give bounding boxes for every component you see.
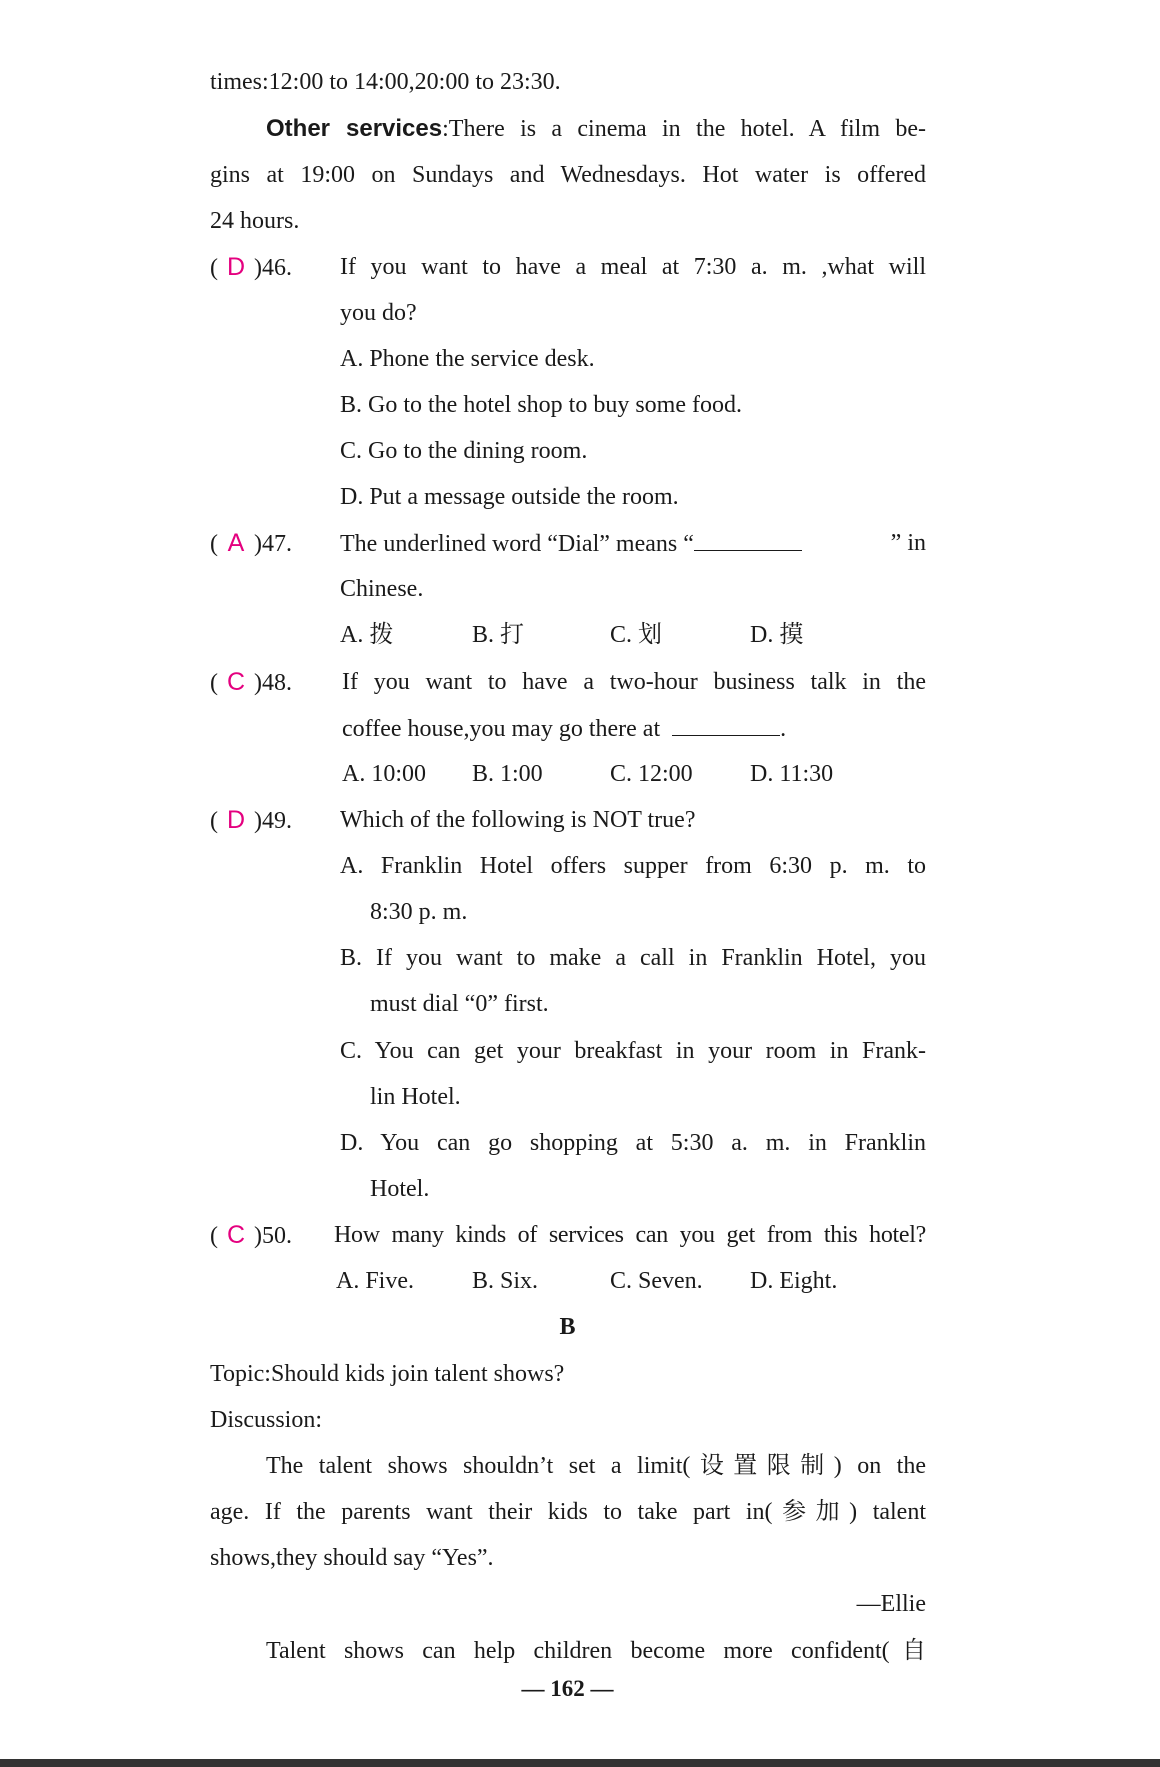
bottom-border [0,1759,1160,1767]
question-number: 47. [262,531,292,557]
paragraph-1-line2: age. If the parents want their kids to take part in(参加) talent [210,1499,926,1525]
other-services-text1: :There is a cinema in the hotel. A film be- [442,116,926,142]
question-50: ( C )50. [210,1221,292,1249]
question-49-stem: Which of the following is NOT true? [340,807,696,833]
option-50-c: C. Seven. [610,1268,703,1294]
other-services-line2: gins at 19:00 on Sundays and Wednesdays. Hot water is offered [210,162,926,188]
question-46: ( D )46. [210,253,292,281]
option-48-c: C. 12:00 [610,761,693,787]
question-46-stem-line1: If you want to have a meal at 7:30 a. m. ,what will [340,254,926,280]
answer-blank [672,713,780,736]
option-49-c-line1: C. You can get your breakfast in your room in Frank- [340,1038,926,1064]
question-number: 49. [262,808,292,834]
option-49-a-line2: 8:30 p. m. [370,899,468,925]
option-46-c: C. Go to the dining room. [340,438,588,464]
answer-46: D [226,253,246,281]
question-47-stem-line1 [340,528,926,559]
signature: —Ellie [856,1591,926,1617]
option-49-a-line1: A. Franklin Hotel offers supper from 6:30 p. m. to [340,853,926,879]
page-number: — 162 — [521,1676,614,1701]
topic-line: Topic:Should kids join talent shows? [210,1361,565,1387]
question-48-stem-end: . [780,716,787,742]
option-48-b: B. 1:00 [472,761,543,787]
paragraph-1-line1: The talent shows shouldn’t set a limit(设置限制) on the [266,1453,926,1479]
times-line: times:12:00 to 14:00,20:00 to 23:30. [210,69,561,95]
discussion-label: Discussion: [210,1407,323,1433]
other-services-line1 [266,114,926,144]
question-number: 48. [262,670,292,696]
paragraph-2-line1: Talent shows can help children become more confident(自 [266,1638,926,1664]
option-49-c-line2: lin Hotel. [370,1084,461,1110]
question-50-stem: How many kinds of services can you get from this hotel? [334,1222,926,1248]
question-48: ( C )48. [210,668,292,696]
option-48-a: A. 10:00 [342,761,426,787]
question-48-stem-line1: If you want to have a two-hour business talk in the [342,669,926,695]
option-50-b: B. Six. [472,1268,539,1294]
option-47-a: A. 拨 [340,622,394,648]
question-47-stem-text: The underlined word “Dial” means “ [340,531,694,557]
option-46-b: B. Go to the hotel shop to buy some food. [340,392,742,418]
question-47: ( A )47. [210,529,292,557]
other-services-label: Other services [266,115,443,142]
answer-blank [694,528,802,551]
question-48-stem-line2 [342,713,786,744]
paragraph-1-line3: shows,they should say “Yes”. [210,1545,494,1571]
answer-50: C [226,1221,246,1249]
other-services-line3: 24 hours. [210,208,300,234]
option-49-b-line2: must dial “0” first. [370,991,549,1017]
option-49-b-line1: B. If you want to make a call in Franklin Hotel, you [340,945,926,971]
option-50-a: A. Five. [336,1268,414,1294]
option-47-b: B. 打 [472,622,525,648]
option-47-d: D. 摸 [750,622,804,648]
answer-48: C [226,668,246,696]
option-47-c: C. 划 [610,622,663,648]
option-46-a: A. Phone the service desk. [340,346,595,372]
option-46-d: D. Put a message outside the room. [340,484,679,510]
option-50-d: D. Eight. [750,1268,838,1294]
question-48-stem-text: coffee house,you may go there at [342,716,661,742]
answer-47: A [227,529,245,557]
question-46-stem-line2: you do? [340,300,417,326]
question-47-stem-end: ” in [890,530,926,556]
section-heading: B [559,1314,576,1340]
option-48-d: D. 11:30 [750,761,834,787]
question-number: 46. [262,255,292,281]
question-number: 50. [262,1223,292,1249]
option-49-d-line1: D. You can go shopping at 5:30 a. m. in Franklin [340,1130,926,1156]
question-47-stem-line2: Chinese. [340,576,424,602]
answer-49: D [226,806,246,834]
option-49-d-line2: Hotel. [370,1176,430,1202]
question-49: ( D )49. [210,806,292,834]
